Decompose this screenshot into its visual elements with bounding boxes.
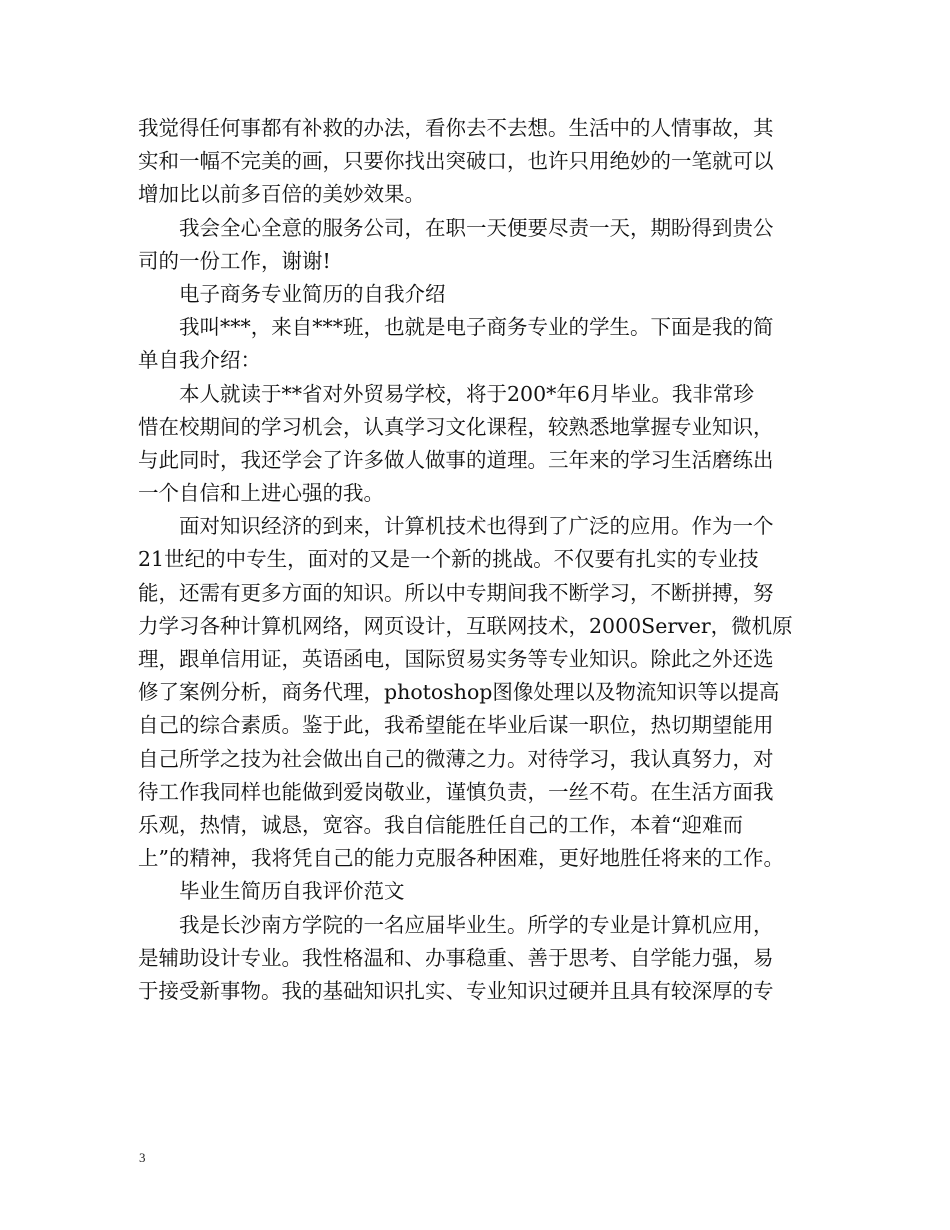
- text-line: 我是长沙南方学院的一名应届毕业生。所学的专业是计算机应用，: [179, 912, 774, 937]
- text-line: 单自我介绍：: [138, 348, 261, 373]
- text-line: 与此同时，我还学会了许多做人做事的道理。三年来的学习生活磨练出: [138, 447, 774, 472]
- text-line: 上”的精神，我将凭自己的能力克服各种困难，更好地胜任将来的工作。: [138, 846, 784, 871]
- text-line: 面对知识经济的到来，计算机技术也得到了广泛的应用。作为一个: [179, 514, 774, 539]
- text-line: 毕业生简历自我评价范文: [179, 879, 405, 904]
- page-number: 3: [139, 1150, 146, 1165]
- text-line: 是辅助设计专业。我性格温和、办事稳重、善于思考、自学能力强，易: [138, 945, 774, 970]
- text-line: 自己所学之技为社会做出自己的微薄之力。对待学习，我认真努力，对: [138, 746, 774, 771]
- text-line: 自己的综合素质。鉴于此，我希望能在毕业后谋一职位，热切期望能用: [138, 713, 774, 738]
- text-line: 于接受新事物。我的基础知识扎实、专业知识过硬并且具有较深厚的专: [138, 978, 774, 1003]
- text-line: 司的一份工作，谢谢!: [138, 248, 331, 273]
- text-line: 电子商务专业简历的自我介绍: [179, 281, 446, 306]
- text-line: 力学习各种计算机网络，网页设计，互联网技术，2000Server，微机原: [138, 613, 793, 638]
- text-line: 实和一幅不完美的画，只要你找出突破口，也许只用绝妙的一笔就可以: [138, 149, 774, 174]
- text-line: 21世纪的中专生，面对的又是一个新的挑战。不仅要有扎实的专业技: [138, 547, 759, 572]
- text-line: 本人就读于**省对外贸易学校，将于200*年6月毕业。我非常珍: [179, 381, 754, 406]
- text-line: 一个自信和上进心强的我。: [138, 481, 384, 506]
- body-text: [138, 112, 838, 1008]
- text-line: 惜在校期间的学习机会，认真学习文化课程，较熟悉地掌握专业知识，: [138, 414, 774, 439]
- text-line: 能，还需有更多方面的知识。所以中专期间我不断学习，不断拼搏，努: [138, 580, 774, 605]
- text-line: 理，跟单信用证，英语函电，国际贸易实务等专业知识。除此之外还选: [138, 647, 774, 671]
- text-line: 乐观，热情，诚恳，宽容。我自信能胜任自己的工作，本着“迎难而: [138, 812, 743, 837]
- text-line: 待工作我同样也能做到爱岗敬业，谨慎负责，一丝不苟。在生活方面我: [138, 779, 774, 804]
- text-line: 我觉得任何事都有补救的办法，看你去不去想。生活中的人情事故，其: [138, 116, 774, 140]
- text-line: 修了案例分析，商务代理，photoshop图像处理以及物流知识等以提高: [138, 680, 780, 705]
- text-line: 我叫***，来自***班，也就是电子商务专业的学生。下面是我的简: [179, 315, 774, 340]
- text-line: 我会全心全意的服务公司，在职一天便要尽责一天，期盼得到贵公: [179, 215, 774, 240]
- text-line: 增加比以前多百倍的美妙效果。: [138, 182, 425, 207]
